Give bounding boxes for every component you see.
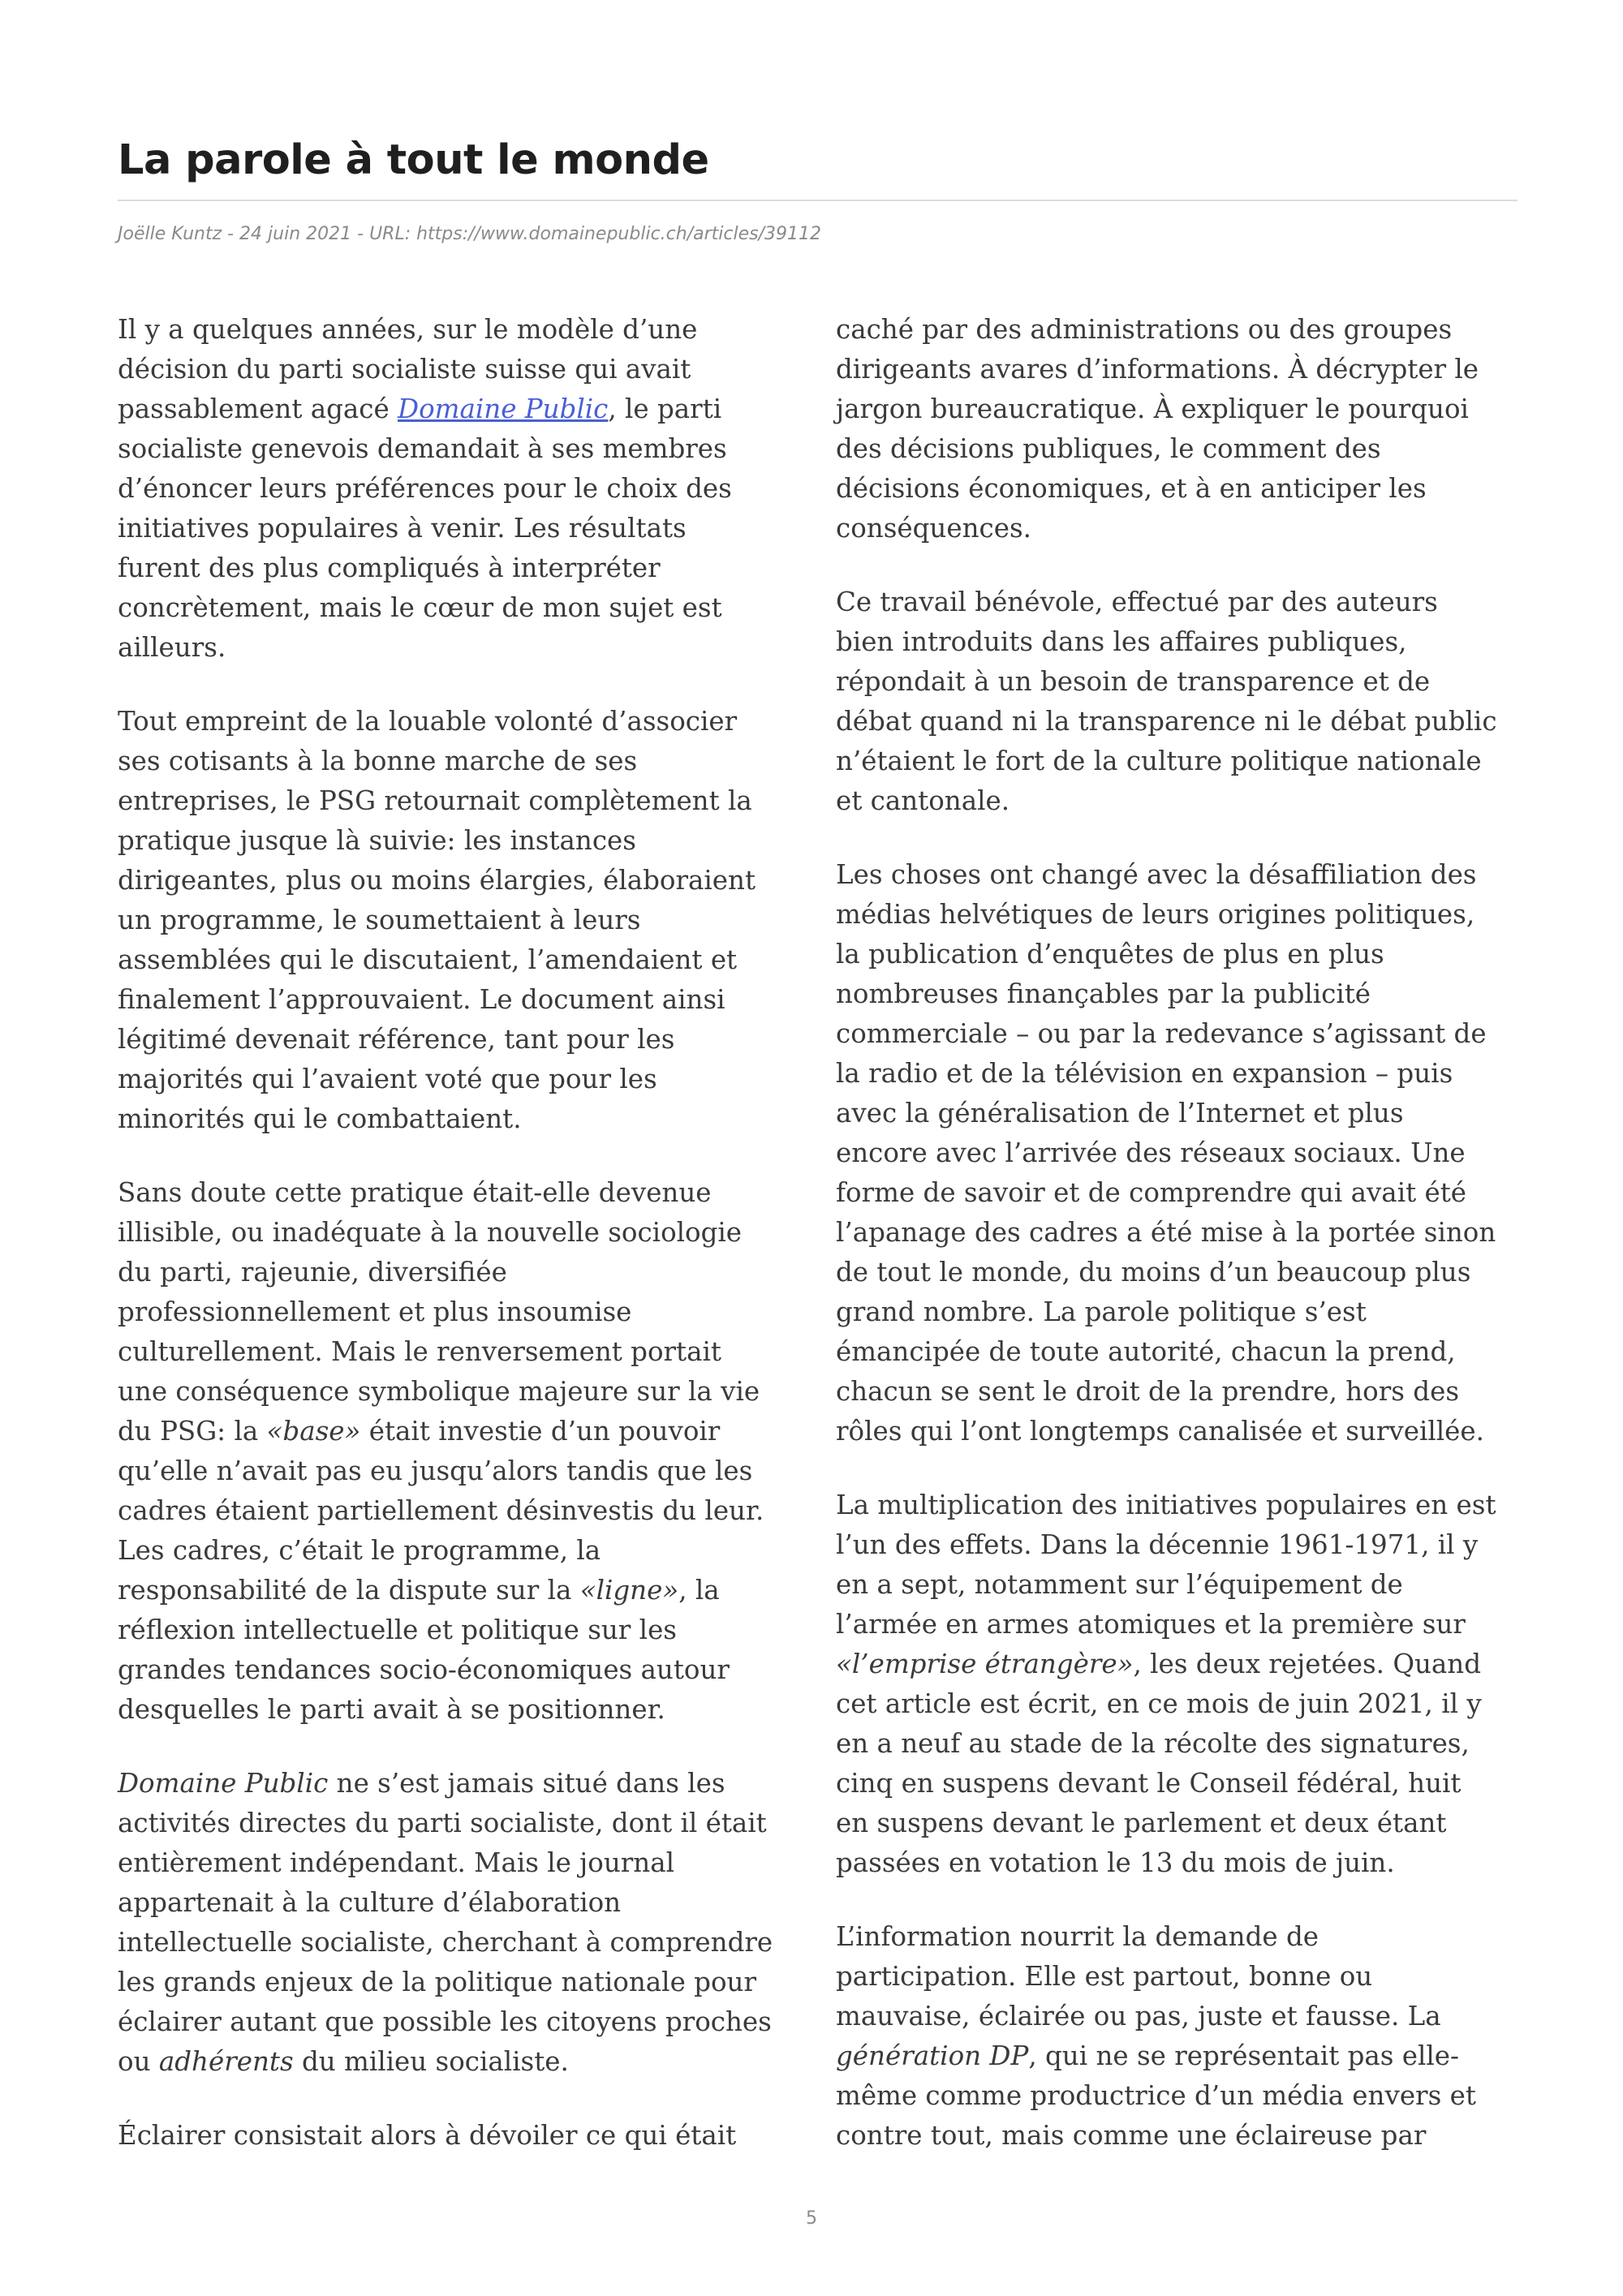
domaine-public-link[interactable]: Domaine Public [398,393,609,424]
paragraph: Ce travail bénévole, effectué par des auteurs bien introduits dans les affaires publiques, répondait à un besoin de transparence et de débat quand ni la transparence ni le débat public n’étaient le fort de la culture politique nationale et cantonale. [836,587,1497,816]
paragraph: Éclairer consistait alors à dévoiler ce qui était [118,2120,737,2151]
paragraph: Les choses ont changé avec la désaffiliation des médias helvétiques de leurs origines politiques, la publication d’enquêtes de plus en plus nombreuses finançables par la publicité commerciale – ou par la redevance s’agissant de la radio et de la télévision en expansion – puis avec la généralisation de l’Internet et plus encore avec l’arrivée des réseaux sociaux. Une forme de savoir et de comprendre qui avait été l’apanage des cadres a été mise à la portée sinon de tout le monde, du moins d’un beaucoup plus grand nombre. La parole politique s’est émancipée de toute autorité, chacun la prend, chacun se sent le droit de la prendre, hors des rôles qui l’ont longtemps canalisée et surveillée. [836,859,1496,1447]
paragraph: Domaine Public ne s’est jamais situé dans les activités directes du parti socialiste, dont il était entièrement indépendant. Mais le journal appartenait à la culture d’élaboration intellectuelle socialiste, cherchant à comprendre les grands enjeux de la politique nationale pour éclairer autant que possible les citoyens proches ou adhérents du milieu socialiste. [118,1768,773,2077]
left-column [118,310,795,2190]
paragraph: Sans doute cette pratique était-elle devenue illisible, ou inadéquate à la nouvelle sociologie du parti, rajeunie, diversifiée professionnellement et plus insoumise culturellement. Mais le renversement portait une conséquence symbolique majeure sur la vie du PSG: la «base» était investie d’un pouvoir qu’elle n’avait pas eu jusqu’alors tandis que les cadres étaient partiellement désinvestis du leur. Les cadres, c’était le programme, la responsabilité de la dispute sur la «ligne», la réflexion intellectuelle et politique sur les grandes tendances socio-économiques autour desquelles le parti avait à se positionner. [118,1177,764,1725]
article-meta: Joëlle Kuntz - 24 juin 2021 - URL: https://www.domainepublic.ch/articles/39112 [118,224,821,244]
paragraph: Tout empreint de la louable volonté d’associer ses cotisants à la bonne marche de ses entreprises, le PSG retournait complètement la pratique jusque là suivie: les instances dirigeantes, plus ou moins élargies, élaboraient un programme, le soumettaient à leurs assemblées qui le discutaient, l’amendaient et finalement l’approuvaient. Le document ainsi légitimé devenait référence, tant pour les majorités qui l’avaient voté que pour les minorités qui le combattaient. [118,706,756,1134]
article-title: La parole à tout le monde [118,136,709,184]
paragraph: L’information nourrit la demande de participation. Elle est partout, bonne ou mauvaise, éclairée ou pas, juste et fausse. La génération DP, qui ne se représentait pas elle- même comme productrice d’un média envers et contre tout, mais comme une éclaireuse par [836,1921,1476,2151]
right-column [836,310,1518,2190]
paragraph: caché par des administrations ou des groupes dirigeants avares d’informations. À décrypter le jargon bureaucratique. À expliquer le pourquoi des décisions publiques, le comment des décisions économiques, et à en anticiper les conséquences. [836,314,1479,544]
paragraph: La multiplication des initiatives populaires en est l’un des effets. Dans la décennie 1961-1971, il y en a sept, notamment sur l’équipement de l’armée en armes atomiques et la première sur «l’emprise étrangère», les deux rejetées. Quand cet article est écrit, en ce mois de juin 2021, il y en a neuf au stade de la récolte des signatures, cinq en suspens devant le Conseil fédéral, huit en suspens devant le parlement et deux étant passées en votation le 13 du mois de juin. [836,1490,1496,1878]
title-divider [118,200,1518,201]
page-number: 5 [806,2208,817,2229]
paragraph: Il y a quelques années, sur le modèle d’une décision du parti socialiste suisse qui avait passablement agacé Domaine Public, le parti socialiste genevois demandait à ses membres d’énoncer leurs préférences pour le choix des initiatives populaires à venir. Les résultats furent des plus compliqués à interpréter concrètement, mais le cœur de mon sujet est ailleurs. [118,314,732,663]
